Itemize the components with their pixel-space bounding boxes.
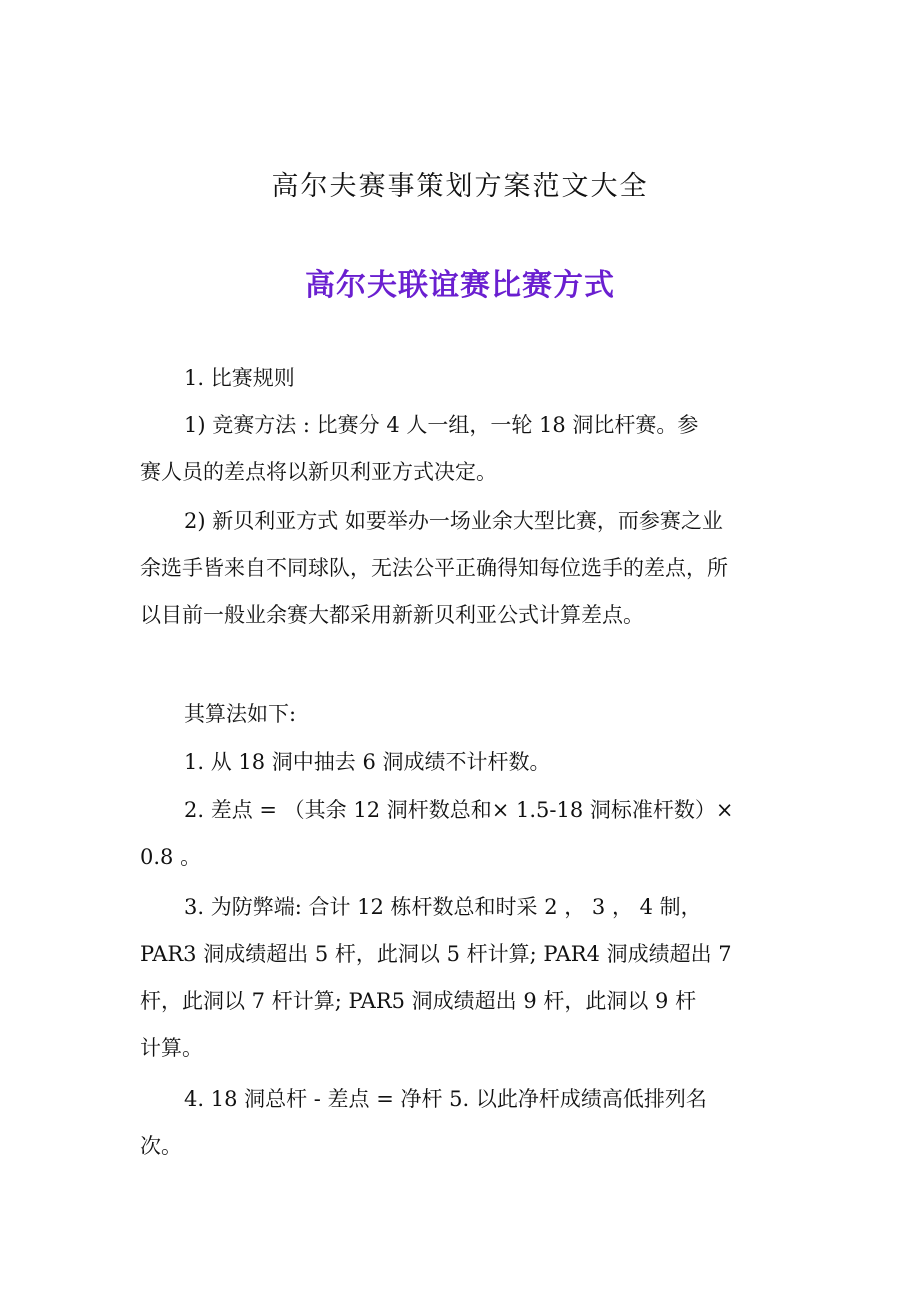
section-title: 高尔夫联谊赛比赛方式 [305, 268, 615, 303]
algorithm-heading-block [140, 691, 790, 738]
step-4-paragraph [140, 1076, 790, 1170]
step-4-line-2: 次。 [140, 1134, 182, 1158]
rule-2-line-1: 2) 新贝利亚方式 如要举办一场业余大型比赛，而参赛之业 [184, 509, 723, 533]
step-3-line-3: 杆，此洞以 7 杆计算; PAR5 洞成绩超出 9 杆，此洞以 9 杆 [140, 989, 697, 1013]
step-3-line-2: PAR3 洞成绩超出 5 杆，此洞以 5 杆计算; PAR4 洞成绩超出 7 [140, 942, 732, 966]
step-2-line-2: 0.8 。 [140, 845, 202, 869]
rules-heading-block [140, 355, 790, 402]
step-3-line-1: 3. 为防弊端: 合计 12 栋杆数总和时采 2 ， 3 ， 4 制， [184, 895, 702, 919]
rule-1-line-2: 赛人员的差点将以新贝利亚方式决定。 [140, 460, 497, 484]
step-3-paragraph [140, 884, 790, 1072]
algorithm-heading: 其算法如下: [184, 702, 297, 726]
rules-heading: 1. 比赛规则 [184, 366, 295, 390]
rule-2-line-3: 以目前一般业余赛大都采用新新贝利亚公式计算差点。 [140, 603, 644, 627]
document-title: 高尔夫赛事策划方案范文大全 [271, 171, 649, 202]
step-2-paragraph [140, 787, 790, 881]
rule-2-line-2: 余选手皆来自不同球队，无法公平正确得知每位选手的差点，所 [140, 556, 728, 580]
step-4-line-1: 4. 18 洞总杆 - 差点 = 净杆 5. 以此净杆成绩高低排列名 [184, 1087, 707, 1111]
step-1-line: 1. 从 18 洞中抽去 6 洞成绩不计杆数。 [184, 750, 551, 774]
rule-2-paragraph [140, 498, 790, 639]
rule-1-line-1: 1) 竞赛方法 : 比赛分 4 人一组，一轮 18 洞比杆赛。参 [184, 413, 699, 437]
step-2-line-1: 2. 差点 = （其余 12 洞杆数总和× 1.5-18 洞标准杆数）× [184, 798, 734, 822]
step-3-line-4: 计算。 [140, 1036, 203, 1060]
rule-1-paragraph [140, 402, 790, 496]
step-1-paragraph [140, 739, 790, 786]
